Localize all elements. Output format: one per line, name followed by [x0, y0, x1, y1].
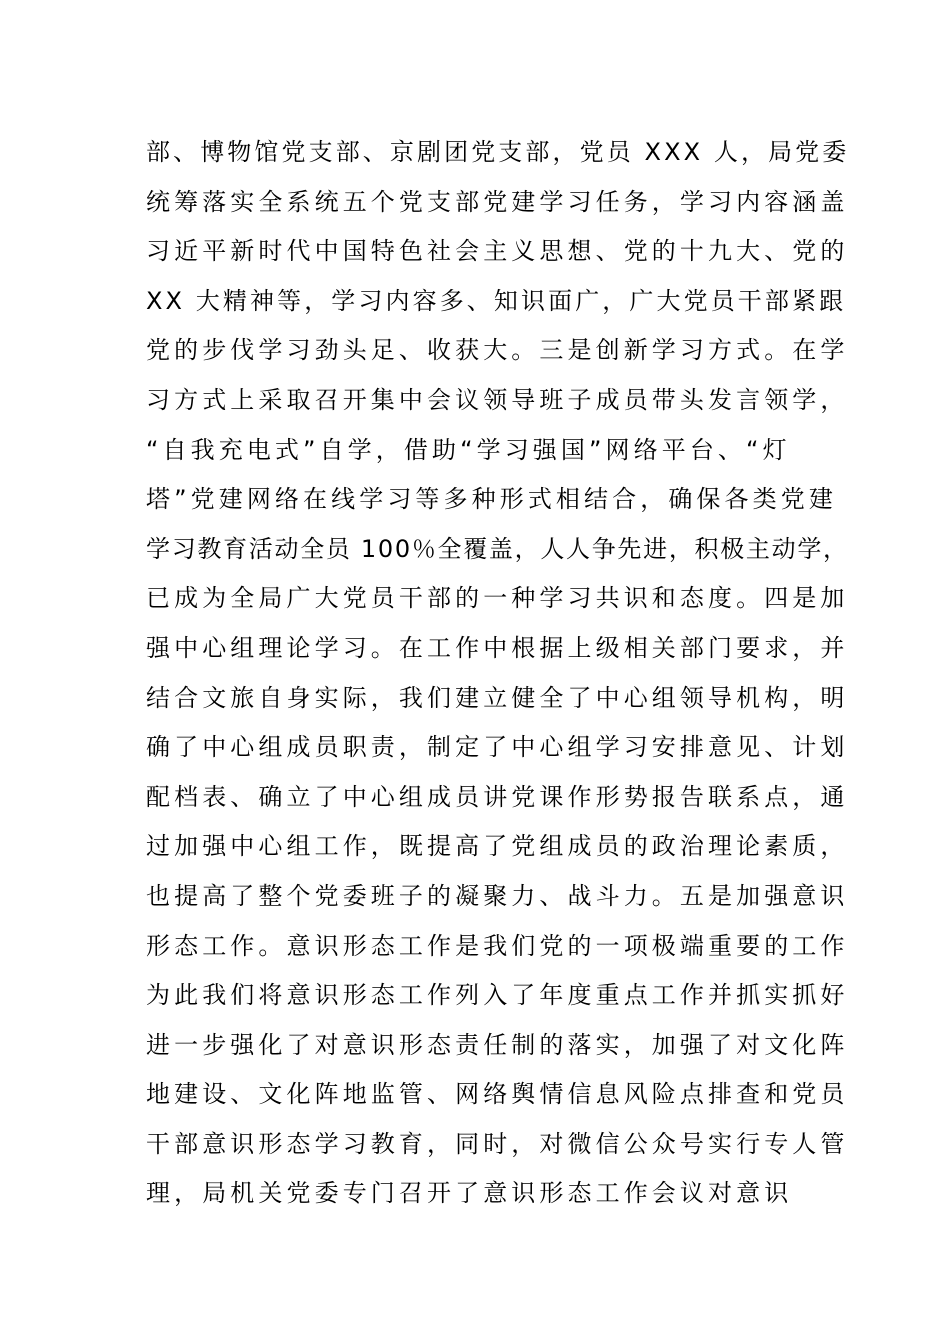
text-line: 配档表、确立了中心组成员讲党课作形势报告联系点，通	[146, 782, 849, 811]
text-line: 形态工作。意识形态工作是我们党的一项极端重要的工作	[146, 931, 849, 960]
text-line: 为此我们将意识形态工作列入了年度重点工作并抓实抓好	[146, 981, 849, 1010]
text-line: 结合文旅自身实际，我们建立健全了中心组领导机构，明	[146, 683, 849, 712]
text-line: 过加强中心组工作，既提高了党组成员的政治理论素质，	[146, 832, 849, 861]
text-line: 理，局机关党委专门召开了意识形态工作会议对意识	[146, 1179, 793, 1208]
text-line: 统筹落实全系统五个党支部党建学习任务，学习内容涵盖	[146, 187, 849, 216]
text-line: “自我充电式”自学，借助“学习强国”网络平台、“灯	[146, 435, 791, 464]
text-line: 进一步强化了对意识形态责任制的落实，加强了对文化阵	[146, 1030, 849, 1059]
text-line: 干部意识形态学习教育，同时，对微信公众号实行专人管	[146, 1129, 849, 1158]
text-line: 党的步伐学习劲头足、收获大。三是创新学习方式。在学	[146, 336, 849, 365]
text-line: 学习教育活动全员 100％全覆盖，人人争先进，积极主动学，	[146, 534, 849, 563]
text-line: 习近平新时代中国特色社会主义思想、党的十九大、党的	[146, 237, 849, 266]
text-line: 地建设、文化阵地监管、网络舆情信息风险点排查和党员	[146, 1080, 849, 1109]
text-line: 确了中心组成员职责，制定了中心组学习安排意见、计划	[146, 733, 849, 762]
text-line: 部、博物馆党支部、京剧团党支部，党员 XXX 人，局党委	[146, 138, 850, 166]
text-line: 强中心组理论学习。在工作中根据上级相关部门要求，并	[146, 633, 849, 662]
text-line: XX 大精神等，学习内容多、知识面广，广大党员干部紧跟	[146, 286, 847, 315]
text-line: 塔”党建网络在线学习等多种形式相结合，确保各类党建	[146, 485, 837, 514]
text-line: 已成为全局广大党员干部的一种学习共识和态度。四是加	[146, 584, 849, 613]
text-line: 习方式上采取召开集中会议领导班子成员带头发言领学，	[146, 385, 849, 414]
body-paragraph	[146, 128, 850, 1219]
text-line: 也提高了整个党委班子的凝聚力、战斗力。五是加强意识	[146, 881, 849, 910]
